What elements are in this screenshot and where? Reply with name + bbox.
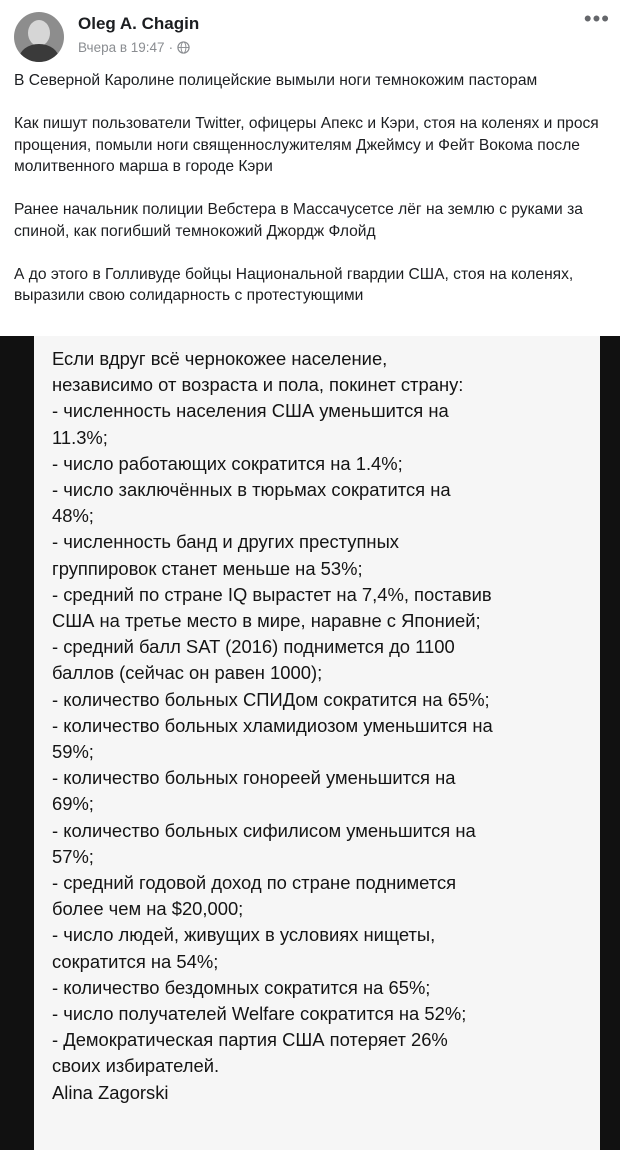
- image-text-line: более чем на $20,000;: [52, 898, 244, 920]
- avatar[interactable]: [14, 12, 64, 62]
- avatar-shoulders: [19, 44, 59, 62]
- post-header: [0, 0, 620, 66]
- image-text-line: группировок станет меньше на 53%;: [52, 557, 363, 579]
- more-horizontal-icon[interactable]: •••: [583, 6, 610, 31]
- image-text-line: - число получателей Welfare сократится на 52%;: [52, 1003, 467, 1025]
- image-text-line: Alina Zagorski: [52, 1081, 169, 1103]
- post-paragraph: Как пишут пользователи Twitter, офицеры Апекс и Кэри, стоя на коленях и прося прощения, помыли ноги священнослужителям Джеймсу и Фейт Вокома после молитвенного марша в городе Кэри: [14, 115, 599, 175]
- meta-separator: ·: [168, 40, 174, 55]
- post-paragraph: В Северной Каролине полицейские вымыли ноги темнокожим пасторам: [14, 72, 538, 89]
- image-text-line: 11.3%;: [52, 426, 108, 448]
- image-text-line: - Демократическая партия США потеряет 26%: [52, 1029, 448, 1051]
- post-image[interactable]: [0, 336, 620, 1150]
- image-text-line: - количество больных гонореей уменьшится на: [52, 767, 456, 789]
- image-text-line: - средний по стране IQ вырастет на 7,4%, поставив: [52, 583, 492, 605]
- image-text-line: 48%;: [52, 505, 94, 527]
- post-text: [14, 70, 610, 328]
- image-text-line: - число работающих сократится на 1.4%;: [52, 452, 403, 474]
- image-text-line: своих избирателей.: [52, 1055, 220, 1077]
- avatar-head: [28, 20, 50, 46]
- post-paragraph: А до этого в Голливуде бойцы Национальной гвардии США, стоя на коленях, выразили свою солидарность с протестующими: [14, 265, 574, 304]
- image-text-line: - число заключённых в тюрьмах сократится на: [52, 479, 451, 501]
- post-meta: [78, 40, 190, 55]
- image-text-line: - численность банд и других преступных: [52, 531, 400, 553]
- image-text-line: баллов (сейчас он равен 1000);: [52, 662, 323, 684]
- image-text-line: - число людей, живущих в условиях нищеты,: [52, 924, 436, 946]
- image-text-line: 69%;: [52, 793, 94, 815]
- image-text-line: - количество больных сифилисом уменьшится на: [52, 819, 476, 841]
- image-text-card: [34, 336, 600, 1150]
- image-text-line: - численность населения США уменьшится на: [52, 400, 449, 422]
- image-text-line: - количество больных хламидиозом уменьшится на: [52, 714, 493, 736]
- image-text-line: Если вдруг всё чернокожее население,: [52, 348, 388, 369]
- image-text-line: США на третье место в мире, наравне с Японией;: [52, 610, 481, 632]
- image-text: [52, 346, 592, 1106]
- image-text-line: - количество больных СПИДом сократится на 65%;: [52, 688, 490, 710]
- image-text-line: - средний балл SAT (2016) поднимется до 1100: [52, 636, 455, 658]
- image-text-line: - количество бездомных сократится на 65%;: [52, 976, 431, 998]
- image-text-line: 57%;: [52, 845, 94, 867]
- image-text-line: сократится на 54%;: [52, 950, 219, 972]
- post-timestamp[interactable]: Вчера в 19:47: [78, 40, 165, 55]
- post-paragraph: Ранее начальник полиции Вебстера в Массачусетсе лёг на землю с руками за спиной, как погибший темнокожий Джордж Флойд: [14, 201, 583, 240]
- globe-icon[interactable]: [177, 41, 190, 54]
- image-text-line: - средний годовой доход по стране поднимется: [52, 872, 457, 894]
- image-text-line: 59%;: [52, 741, 94, 763]
- author-name[interactable]: Oleg A. Chagin: [78, 14, 200, 33]
- image-text-line: независимо от возраста и пола, покинет страну:: [52, 374, 464, 396]
